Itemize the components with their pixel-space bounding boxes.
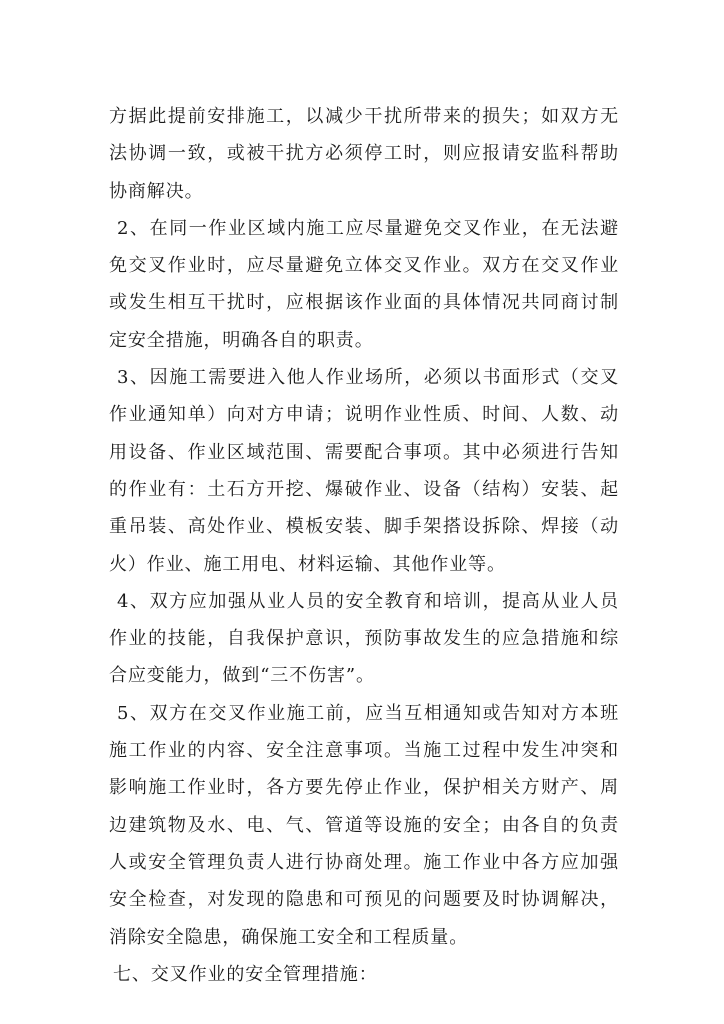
paragraph-item-5: 5、双方在交叉作业施工前，应当互相通知或告知对方本班施工作业的内容、安全注意事项。当施工过程中发生冲突和影响施工作业时，各方要先停止作业，保护相关方财产、周边建筑物及水、电、气、管道等设施的安全；由各自的负责人或安全管理负责人进行协商处理。施工作业中各方应加强安全检查，对发现的隐患和可预见的问题要及时协调解决，消除安全隐患，确保施工安全和工程质量。 — [109, 702, 619, 948]
document-body — [109, 98, 619, 993]
paragraph-item-3: 3、因施工需要进入他人作业场所，必须以书面形式（交叉作业通知单）向对方申请；说明作业性质、时间、人数、动用设备、作业区域范围、需要配合事项。其中必须进行告知的作业有：土石方开挖、爆破作业、设备（结构）安装、起重吊装、高处作业、模板安装、脚手架搭设拆除、焊接（动火）作业、施工用电、材料运输、其他作业等。 — [109, 367, 619, 575]
section-heading: 七、交叉作业的安全管理措施： — [113, 963, 378, 985]
paragraph-item-2: 2、在同一作业区域内施工应尽量避免交叉作业，在无法避免交叉作业时，应尽量避免立体交叉作业。双方在交叉作业或发生相互干扰时，应根据该作业面的具体情况共同商讨制定安全措施，明确各自的职责。 — [109, 217, 619, 351]
paragraph-item-4: 4、双方应加强从业人员的安全教育和培训，提高从业人员作业的技能，自我保护意识，预防事故发生的应急措施和综合应变能力，做到“三不伤害”。 — [109, 590, 619, 687]
paragraph-continuation: 方据此提前安排施工，以减少干扰所带来的损失；如双方无法协调一致，或被干扰方必须停工时，则应报请安监科帮助协商解决。 — [109, 106, 619, 202]
